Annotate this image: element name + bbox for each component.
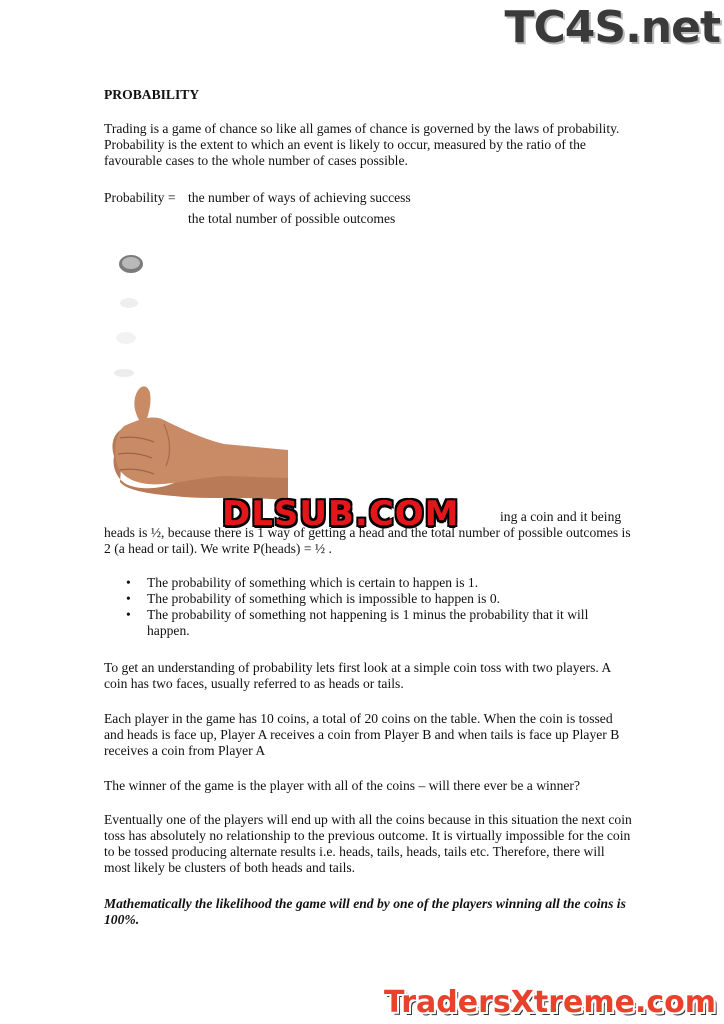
eventually-paragraph: Eventually one of the players will end up with all the coins because in this situation the next coin toss has absolutely no relationship to the previous outcome. It is virtually impossible for the coin to be tossed producing alternate results i.e. heads, tails, heads, tails etc. Therefore, there will most likely be clusters of both heads and tails. <box>104 812 632 875</box>
list-item: • The probability of something not happening is 1 minus the probability that it will happen. <box>126 607 589 638</box>
coin-text-tail: ing a coin and it being <box>500 509 622 524</box>
watermark-tc4s: TC4S.net <box>504 2 720 53</box>
coin-toss-paragraph: To get an understanding of probability lets first look at a simple coin toss with two players. A coin has two faces, usually referred to as heads or tails. <box>104 660 611 691</box>
watermark-dlsub: DLSUB.COM <box>222 494 460 534</box>
bullet-list <box>104 575 634 639</box>
page-title: PROBABILITY <box>104 87 200 102</box>
intro-paragraph: Trading is a game of chance so like all games of chance is governed by the laws of probability. Probability is the extent to which an event is likely to occur, measured by the ratio of the favourable cases to the whole number of cases possible. <box>104 121 620 168</box>
list-item: • The probability of something which is certain to happen is 1. <box>126 575 479 590</box>
winner-paragraph: The winner of the game is the player with all of the coins – will there ever be a winner? <box>104 778 580 793</box>
formula-numerator: the number of ways of achieving success <box>188 190 411 205</box>
coin-paragraph: heads is ½, because there is 1 way of getting a head and the total number of possible outcomes is 2 (a head or tail). We write P(heads) = ½ . <box>104 525 631 556</box>
conclusion-paragraph: Mathematically the likelihood the game will end by one of the players winning all the coins is 100%. <box>104 896 626 927</box>
formula-label: Probability = <box>104 190 176 205</box>
coin-flip-image <box>104 238 288 500</box>
list-item: • The probability of something which is impossible to happen is 0. <box>126 591 501 606</box>
formula-denominator: the total number of possible outcomes <box>188 211 396 226</box>
watermark-tradersxtreme: TradersXtreme.com <box>384 985 716 1020</box>
game-paragraph: Each player in the game has 10 coins, a total of 20 coins on the table. When the coin is tossed and heads is face up, Player A receives a coin from Player B and when tails is face up Player B receives a coin from Player A <box>104 711 620 758</box>
